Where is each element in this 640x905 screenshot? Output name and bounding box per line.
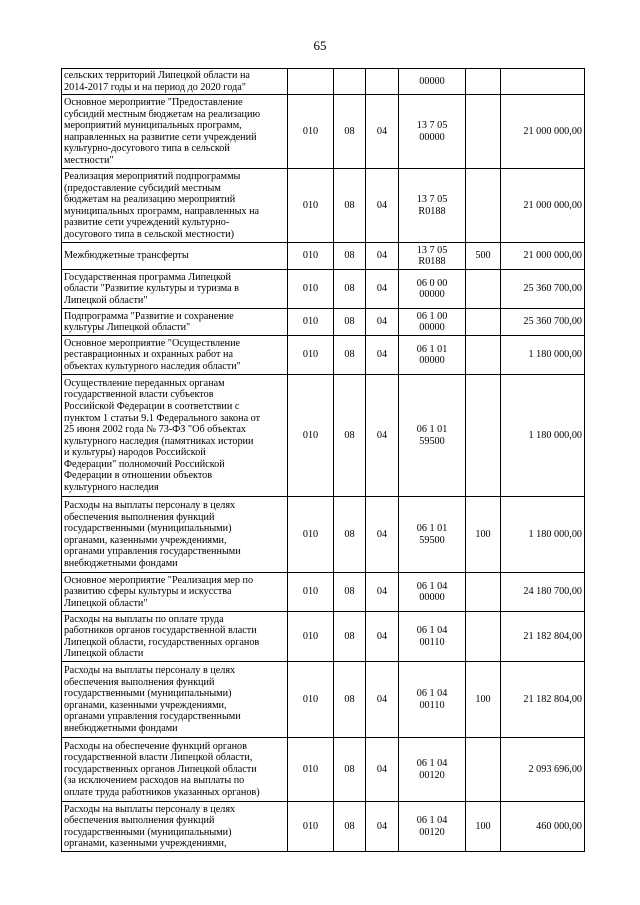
target-article-line: 00000 [419, 355, 445, 367]
row-name-line: государственными (муниципальными) [64, 523, 232, 535]
target-article-line: 00120 [419, 826, 445, 838]
section-cell: 08 [334, 95, 366, 169]
table-row [62, 738, 585, 802]
target-article-line: R0188 [418, 205, 446, 217]
row-name-line: обеспечения выполнения функций [64, 676, 215, 688]
table-row [62, 243, 585, 270]
row-name-cell [62, 662, 288, 738]
row-name-line: Липецкой области, государственных органов [64, 636, 260, 648]
section-cell: 08 [334, 612, 366, 662]
expense-type-cell [466, 95, 501, 169]
row-name-cell [62, 375, 288, 497]
target-article-line: 06 1 04 [416, 580, 448, 592]
row-name-line: досугового типа в сельской местности) [64, 228, 234, 240]
row-name-cell [62, 573, 288, 612]
row-name-line: культуры Липецкой области" [64, 322, 191, 334]
subsection-cell: 04 [366, 95, 399, 169]
row-name-line: местности" [64, 154, 114, 166]
row-name-line: органами, казенными учреждениями, [64, 699, 227, 711]
table-row [62, 375, 585, 497]
expense-type-cell [466, 169, 501, 243]
section-cell: 08 [334, 573, 366, 612]
row-name-line: культурно-досугового типа в сельской [64, 143, 230, 155]
subsection-cell: 04 [366, 336, 399, 375]
row-name-line: внебюджетными фондами [64, 557, 178, 569]
subsection-cell: 04 [366, 662, 399, 738]
row-name-cell [62, 243, 288, 270]
target-article-cell [399, 69, 466, 95]
row-name-line: муниципальных программ, направленных на [64, 205, 260, 217]
target-article-line: 59500 [419, 534, 445, 546]
row-name-line: Основное мероприятие "Предоставление [64, 96, 243, 108]
expense-type-cell: 500 [466, 243, 501, 270]
ved-cell: 010 [288, 612, 334, 662]
row-name-line: Федерации в отношении объектов [64, 470, 213, 482]
amount-cell: 2 093 696,00 [501, 738, 585, 802]
target-article-line: 06 0 00 [416, 277, 448, 289]
target-article-cell [399, 309, 466, 336]
row-name-line: направленных на развитие сети учреждений [64, 131, 257, 143]
expense-type-cell [466, 309, 501, 336]
row-name-line: 2014-2017 годы и на период до 2020 года" [64, 81, 246, 93]
row-name-line: государственной власти субъектов [64, 389, 214, 401]
section-cell: 08 [334, 169, 366, 243]
row-name-line: объектах культурного наследия области" [64, 360, 241, 372]
ved-cell: 010 [288, 802, 334, 852]
row-name-line: Межбюджетные трансферты [64, 250, 189, 262]
target-article-cell [399, 95, 466, 169]
table-row [62, 612, 585, 662]
row-name-line: Основное мероприятие "Реализация мер по [64, 574, 254, 586]
row-name-line: государственных органов Липецкой области [64, 763, 257, 775]
target-article-line: 00110 [419, 699, 445, 711]
target-article-line: 06 1 04 [416, 758, 448, 770]
row-name-cell [62, 270, 288, 309]
section-cell: 08 [334, 309, 366, 336]
target-article-line: 00000 [419, 75, 445, 87]
subsection-cell: 04 [366, 270, 399, 309]
section-cell: 08 [334, 270, 366, 309]
section-cell: 08 [334, 738, 366, 802]
table-row [62, 95, 585, 169]
row-name-line: Осуществление переданных органам [64, 377, 225, 389]
section-cell: 08 [334, 497, 366, 573]
section-cell: 08 [334, 802, 366, 852]
expense-type-cell: 100 [466, 497, 501, 573]
amount-cell: 24 180 700,00 [501, 573, 585, 612]
subsection-cell: 04 [366, 169, 399, 243]
target-article-line: 13 7 05 [416, 244, 448, 256]
row-name-line: государственными (муниципальными) [64, 688, 232, 700]
target-article-cell [399, 802, 466, 852]
budget-table-body [62, 69, 585, 852]
target-article-line: 06 1 01 [416, 523, 448, 535]
row-name-line: органами управления государственными [64, 711, 241, 723]
target-article-cell [399, 738, 466, 802]
amount-cell: 21 182 804,00 [501, 612, 585, 662]
row-name-cell [62, 738, 288, 802]
subsection-cell [366, 69, 399, 95]
expense-type-cell [466, 270, 501, 309]
target-article-line: 00000 [419, 592, 445, 604]
target-article-line: 00110 [419, 636, 445, 648]
subsection-cell: 04 [366, 375, 399, 497]
table-row [62, 802, 585, 852]
row-name-line: внебюджетными фондами [64, 722, 178, 734]
row-name-line: и культуры) народов Российской [64, 447, 206, 459]
target-article-cell [399, 270, 466, 309]
section-cell [334, 69, 366, 95]
target-article-line: 00000 [419, 322, 445, 334]
target-article-line: 59500 [419, 435, 445, 447]
target-article-cell [399, 336, 466, 375]
row-name-cell [62, 802, 288, 852]
row-name-line: государственной власти Липецкой области, [64, 752, 253, 764]
target-article-cell [399, 662, 466, 738]
ved-cell: 010 [288, 169, 334, 243]
row-name-line: Реализация мероприятий подпрограммы [64, 170, 241, 182]
budget-table [61, 68, 585, 852]
expense-type-cell [466, 573, 501, 612]
row-name-line: области "Развитие культуры и туризма в [64, 283, 239, 295]
row-name-line: культурного наследия (памятниках истории [64, 435, 254, 447]
row-name-line: работников органов государственной власти [64, 625, 257, 637]
row-name-line: Расходы на выплаты персоналу в целях [64, 803, 236, 815]
row-name-line: оплате труда работников указанных органов) [64, 787, 260, 799]
table-row [62, 662, 585, 738]
subsection-cell: 04 [366, 497, 399, 573]
section-cell: 08 [334, 375, 366, 497]
row-name-line: государственными (муниципальными) [64, 826, 232, 838]
target-article-line: 06 1 01 [416, 424, 448, 436]
target-article-cell [399, 573, 466, 612]
amount-cell: 1 180 000,00 [501, 375, 585, 497]
amount-cell [501, 69, 585, 95]
row-name-line: Липецкой области [64, 648, 144, 660]
row-name-cell [62, 95, 288, 169]
ved-cell: 010 [288, 336, 334, 375]
subsection-cell: 04 [366, 309, 399, 336]
row-name-cell [62, 69, 288, 95]
ved-cell: 010 [288, 270, 334, 309]
row-name-line: органами, казенными учреждениями, [64, 534, 227, 546]
row-name-line: обеспечения выполнения функций [64, 511, 215, 523]
section-cell: 08 [334, 662, 366, 738]
row-name-line: Расходы на выплаты персоналу в целях [64, 664, 236, 676]
subsection-cell: 04 [366, 573, 399, 612]
row-name-cell [62, 497, 288, 573]
expense-type-cell: 100 [466, 662, 501, 738]
section-cell: 08 [334, 336, 366, 375]
target-article-line: 00000 [419, 289, 445, 301]
expense-type-cell: 100 [466, 802, 501, 852]
row-name-line: Подпрограмма "Развитие и сохранение [64, 310, 234, 322]
row-name-line: Липецкой области" [64, 294, 148, 306]
target-article-line: 06 1 04 [416, 688, 448, 700]
row-name-line: бюджетам на реализацию мероприятий [64, 194, 236, 206]
ved-cell: 010 [288, 243, 334, 270]
target-article-line: 06 1 01 [416, 343, 448, 355]
target-article-cell [399, 612, 466, 662]
amount-cell: 1 180 000,00 [501, 336, 585, 375]
ved-cell: 010 [288, 309, 334, 336]
row-name-cell [62, 169, 288, 243]
amount-cell: 21 000 000,00 [501, 243, 585, 270]
target-article-line: 13 7 05 [416, 194, 448, 206]
ved-cell: 010 [288, 375, 334, 497]
subsection-cell: 04 [366, 738, 399, 802]
amount-cell: 21 000 000,00 [501, 95, 585, 169]
row-name-line: Расходы на выплаты персоналу в целях [64, 499, 236, 511]
row-name-line: субсидий местным бюджетам на реализацию [64, 108, 261, 120]
target-article-cell [399, 243, 466, 270]
ved-cell: 010 [288, 497, 334, 573]
row-name-line: органами, казенными учреждениями, [64, 838, 227, 850]
row-name-line: сельских территорий Липецкой области на [64, 70, 250, 81]
target-article-line: 00000 [419, 131, 445, 143]
expense-type-cell [466, 612, 501, 662]
target-article-cell [399, 497, 466, 573]
target-article-line: 00120 [419, 769, 445, 781]
amount-cell: 460 000,00 [501, 802, 585, 852]
row-name-line: 25 июня 2002 года № 73-ФЗ "Об объектах [64, 424, 246, 436]
table-row [62, 497, 585, 573]
expense-type-cell [466, 375, 501, 497]
row-name-line: (за исключением расходов на выплаты по [64, 775, 245, 787]
target-article-line: 06 1 04 [416, 625, 448, 637]
page-number: 65 [313, 38, 327, 53]
row-name-line: Основное мероприятие "Осуществление [64, 337, 241, 349]
row-name-line: Липецкой области" [64, 597, 148, 609]
row-name-line: реставрационных и охранных работ на [64, 349, 233, 361]
amount-cell: 21 182 804,00 [501, 662, 585, 738]
target-article-line: R0188 [418, 256, 446, 268]
row-name-cell [62, 612, 288, 662]
target-article-line: 06 1 00 [416, 310, 448, 322]
row-name-line: культурного наследия [64, 482, 159, 494]
table-row [62, 573, 585, 612]
target-article-cell [399, 375, 466, 497]
row-name-cell [62, 309, 288, 336]
row-name-line: обеспечения выполнения функций [64, 815, 215, 827]
row-name-line: пунктом 1 статьи 9.1 Федерального закона от [64, 412, 261, 424]
row-name-line: Федерации" полномочий Российской [64, 458, 225, 470]
amount-cell: 1 180 000,00 [501, 497, 585, 573]
section-cell: 08 [334, 243, 366, 270]
target-article-line: 06 1 04 [416, 815, 448, 827]
expense-type-cell [466, 69, 501, 95]
amount-cell: 21 000 000,00 [501, 169, 585, 243]
row-name-line: развитию сферы культуры и искусства [64, 586, 232, 598]
table-row [62, 336, 585, 375]
row-name-line: Российской Федерации в соответствии с [64, 400, 240, 412]
row-name-line: мероприятий муниципальных программ, [64, 120, 242, 132]
amount-cell: 25 360 700,00 [501, 270, 585, 309]
table-row [62, 69, 585, 95]
subsection-cell: 04 [366, 612, 399, 662]
ved-cell: 010 [288, 738, 334, 802]
row-name-line: Расходы на обеспечение функций органов [64, 740, 247, 752]
row-name-line: (предоставление субсидий местным [64, 182, 221, 194]
amount-cell: 25 360 700,00 [501, 309, 585, 336]
table-row [62, 309, 585, 336]
target-article-line: 13 7 05 [416, 120, 448, 132]
table-row [62, 169, 585, 243]
row-name-line: Расходы на выплаты по оплате труда [64, 613, 224, 625]
target-article-cell [399, 169, 466, 243]
expense-type-cell [466, 738, 501, 802]
ved-cell: 010 [288, 662, 334, 738]
subsection-cell: 04 [366, 802, 399, 852]
ved-cell: 010 [288, 95, 334, 169]
ved-cell: 010 [288, 573, 334, 612]
row-name-line: органами управления государственными [64, 546, 241, 558]
expense-type-cell [466, 336, 501, 375]
row-name-cell [62, 336, 288, 375]
row-name-line: развитие сети учреждений культурно- [64, 217, 230, 229]
table-row [62, 270, 585, 309]
subsection-cell: 04 [366, 243, 399, 270]
ved-cell [288, 69, 334, 95]
row-name-line: Государственная программа Липецкой [64, 271, 231, 283]
